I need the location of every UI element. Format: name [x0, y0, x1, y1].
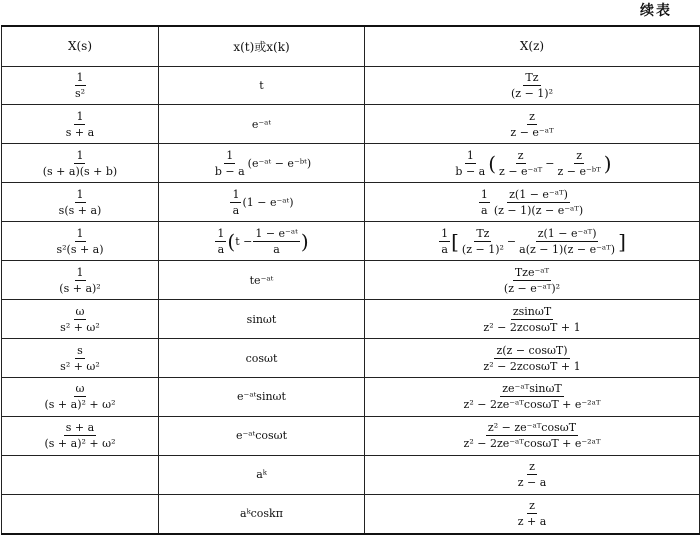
- fraction: [502, 266, 562, 295]
- cell-xz: [365, 339, 700, 378]
- cell-xt: sinωt: [159, 300, 365, 339]
- table-row: [2, 416, 700, 455]
- numerator: z: [529, 460, 535, 474]
- fraction: [73, 71, 87, 100]
- cell-xt: [159, 222, 365, 261]
- cell-xs: [2, 105, 159, 144]
- coefficient-fraction: [213, 149, 247, 178]
- fraction: [41, 149, 119, 178]
- cell-xs: [2, 494, 159, 534]
- numerator: 1: [217, 226, 225, 240]
- table-row: [2, 222, 700, 261]
- cell-xt: t: [159, 66, 365, 105]
- cell-xs: [2, 455, 159, 494]
- fraction: [508, 110, 555, 139]
- denominator: a: [441, 242, 448, 256]
- fraction: [43, 382, 118, 411]
- denominator: s² + ω²: [60, 359, 100, 373]
- cell-xt: te⁻ᵃᵗ: [159, 261, 365, 300]
- cell-xt: [159, 183, 365, 222]
- numerator: 1: [466, 148, 474, 162]
- coefficient-fraction: [215, 227, 226, 256]
- denominator: s²(s + a): [56, 242, 104, 256]
- numerator: Tz: [525, 70, 539, 84]
- fraction: [253, 227, 299, 256]
- denominator: a: [273, 242, 280, 256]
- denominator: z² − 2ze⁻ᵃᵀcosωT + e⁻²ᵃᵀ: [463, 437, 601, 451]
- numerator: 1: [76, 226, 84, 240]
- denominator: z² − 2ze⁻ᵃᵀcosωT + e⁻²ᵃᵀ: [463, 398, 601, 412]
- numerator: zsinωT: [512, 304, 552, 318]
- cell-xs: [2, 144, 159, 183]
- numerator: z: [529, 109, 535, 123]
- coefficient-fraction: [479, 188, 490, 217]
- denominator: z² − 2zcosωT + 1: [483, 359, 581, 373]
- denominator: (s + a)²: [59, 281, 101, 295]
- bracket-open: [: [451, 229, 459, 254]
- header-xt: x(t)或x(k): [159, 26, 365, 66]
- denominator: (s + a)² + ω²: [44, 437, 116, 451]
- cell-xz: [365, 105, 700, 144]
- bracket-open: (: [227, 229, 236, 254]
- cell-xt: aᵏcoskπ: [159, 494, 365, 534]
- table-row: [2, 66, 700, 105]
- cell-xs: [2, 416, 159, 455]
- denominator: a: [232, 203, 240, 217]
- cell-xz: [365, 222, 700, 261]
- table-row: [2, 378, 700, 417]
- fraction: [462, 421, 603, 450]
- header-xz: X(z): [365, 26, 700, 66]
- table-row: [2, 183, 700, 222]
- table-row: [2, 105, 700, 144]
- header-xs: X(s): [2, 26, 159, 66]
- numerator: ω: [75, 304, 85, 318]
- denominator: z − e⁻ᵃᵀ: [499, 164, 543, 178]
- cell-xz: [365, 183, 700, 222]
- numerator: 1: [76, 148, 84, 162]
- fraction: [516, 499, 549, 528]
- numerator: z: [576, 148, 582, 162]
- denominator: (z − e⁻ᵃᵀ)²: [503, 281, 561, 295]
- coefficient-fraction: [439, 227, 450, 256]
- expression-prefix: t −: [235, 234, 253, 248]
- cell-xz: [365, 144, 700, 183]
- bracket-close: ]: [618, 229, 626, 254]
- denominator: z − a: [517, 476, 547, 490]
- bracket-open: (: [488, 151, 497, 176]
- denominator: z − e⁻ᵃᵀ: [510, 125, 554, 139]
- denominator: z² − 2zcosωT + 1: [483, 320, 581, 334]
- fraction: [460, 227, 506, 256]
- cell-xz: [365, 378, 700, 417]
- cell-xs: [2, 378, 159, 417]
- fraction: [509, 71, 555, 100]
- numerator: 1: [76, 187, 84, 201]
- cell-xs: [2, 300, 159, 339]
- denominator: (s + a)² + ω²: [44, 398, 116, 412]
- denominator: s² + ω²: [60, 320, 100, 334]
- numerator: s + a: [65, 421, 95, 435]
- fraction: [64, 110, 96, 139]
- fraction: [58, 305, 102, 334]
- fraction: [43, 421, 118, 450]
- fraction: [516, 460, 549, 489]
- numerator: z(1 − e⁻ᵃᵀ): [537, 226, 597, 240]
- numerator: 1 − e⁻ᵃᵗ: [255, 226, 298, 240]
- bracket-close: ): [300, 229, 309, 254]
- fraction: [492, 188, 585, 217]
- denominator: b − a: [455, 164, 486, 178]
- fraction: [462, 382, 603, 411]
- numerator: 1: [226, 148, 234, 162]
- denominator: (z − 1)²: [461, 242, 504, 256]
- operator: −: [506, 234, 517, 248]
- numerator: ze⁻ᵃᵀsinωT: [502, 382, 562, 396]
- fraction: [57, 266, 102, 295]
- cell-xz: [365, 261, 700, 300]
- coefficient-fraction: [453, 149, 487, 178]
- numerator: z: [529, 499, 535, 513]
- table-continued-label: 续表: [640, 3, 672, 19]
- cell-xs: [2, 222, 159, 261]
- cell-xt: aᵏ: [159, 455, 365, 494]
- expression: (1 − e⁻ᵃᵗ): [242, 195, 294, 209]
- numerator: z: [517, 148, 524, 162]
- table-row: [2, 494, 700, 534]
- z-transform-table: [1, 25, 700, 535]
- cell-xs: [2, 66, 159, 105]
- operator: −: [545, 156, 555, 170]
- cell-xs: [2, 339, 159, 378]
- denominator: z + a: [517, 515, 547, 529]
- table-row: [2, 300, 700, 339]
- denominator: s + a: [65, 125, 95, 139]
- bracket-close: ): [603, 151, 612, 176]
- denominator: s(s + a): [58, 203, 102, 217]
- cell-xt: e⁻ᵃᵗ: [159, 105, 365, 144]
- denominator: s²: [74, 86, 86, 100]
- fraction: [481, 344, 582, 373]
- cell-xt: cosωt: [159, 339, 365, 378]
- table-row: [2, 455, 700, 494]
- cell-xz: [365, 494, 700, 534]
- fraction: [481, 305, 582, 334]
- fraction: [497, 149, 544, 178]
- numerator: 1: [76, 109, 84, 123]
- cell-xt: e⁻ᵃᵗcosωt: [159, 416, 365, 455]
- denominator: (z − 1)²: [511, 86, 553, 100]
- denominator: a: [217, 242, 225, 256]
- fraction: [58, 344, 102, 373]
- cell-xz: [365, 300, 700, 339]
- numerator: z(1 − e⁻ᵃᵀ): [509, 187, 568, 201]
- numerator: 1: [76, 70, 84, 84]
- numerator: Tz: [476, 226, 490, 240]
- denominator: (z − 1)(z − e⁻ᵃᵀ): [493, 203, 584, 217]
- fraction: [57, 188, 104, 217]
- table-row: [2, 144, 700, 183]
- cell-xs: [2, 261, 159, 300]
- cell-xz: [365, 66, 700, 105]
- table-row: [2, 339, 700, 378]
- denominator: b − a: [214, 164, 245, 178]
- fraction: [555, 149, 602, 178]
- cell-xt: [159, 144, 365, 183]
- numerator: z² − ze⁻ᵃᵀcosωT: [487, 421, 577, 435]
- numerator: Tze⁻ᵃᵀ: [514, 265, 550, 279]
- cell-xt: e⁻ᵃᵗsinωt: [159, 378, 365, 417]
- cell-xz: [365, 455, 700, 494]
- denominator: a(z − 1)(z − e⁻ᵃᵀ): [519, 242, 616, 256]
- numerator: ω: [75, 382, 85, 396]
- cell-xz: [365, 416, 700, 455]
- expression: (e⁻ᵃᵗ − e⁻ᵇᵗ): [247, 156, 312, 170]
- denominator: (s + a)(s + b): [42, 164, 118, 178]
- numerator: 1: [441, 226, 449, 240]
- fraction: [54, 227, 105, 256]
- cell-xs: [2, 183, 159, 222]
- numerator: 1: [232, 187, 240, 201]
- denominator: z − e⁻ᵇᵀ: [557, 164, 601, 178]
- table-row: [2, 261, 700, 300]
- fraction: [517, 227, 617, 256]
- numerator: s: [77, 343, 83, 357]
- numerator: 1: [76, 265, 84, 279]
- numerator: z(z − cosωT): [496, 343, 568, 357]
- header-row: [2, 26, 700, 66]
- numerator: 1: [480, 187, 488, 201]
- coefficient-fraction: [230, 188, 241, 217]
- denominator: a: [481, 203, 488, 217]
